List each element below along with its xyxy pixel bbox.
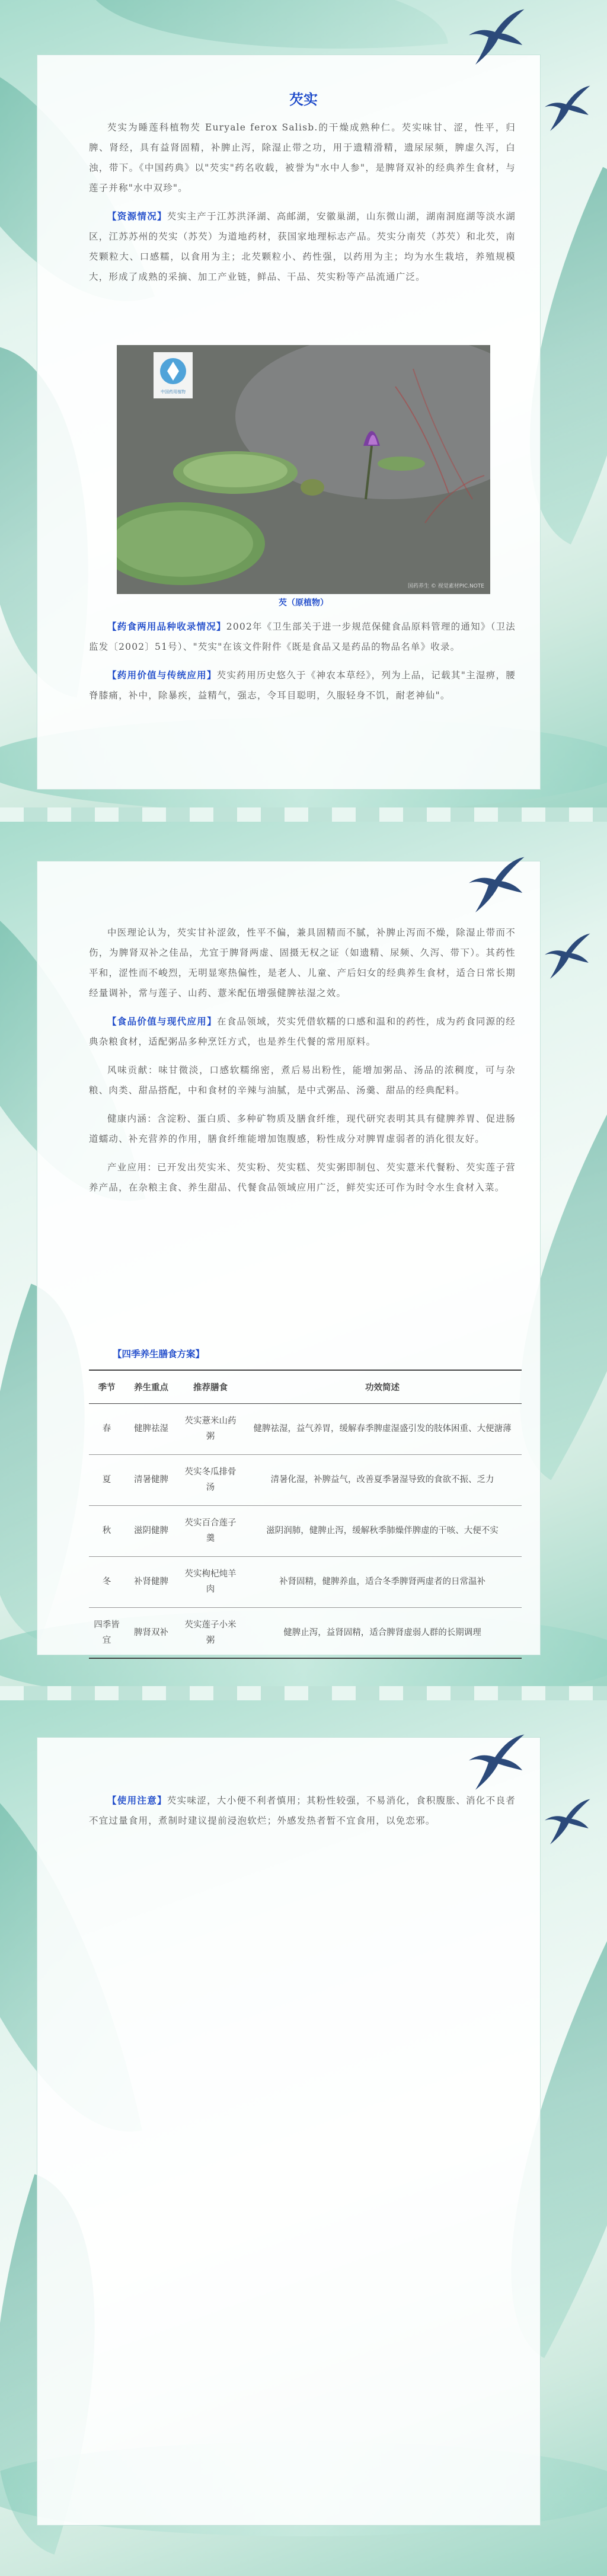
history-paragraph [89,665,516,706]
table-cell: 脾肾双补 [124,1607,178,1658]
caution-text: 芡实味涩，大小便不利者慎用；其粉性较强，不易消化，食积腹胀、消化不良者不宜过量食用，煮制时建议提前浸泡软烂；外感发热者暂不宜食用，以免恋邪。 [89,1795,516,1826]
section-divider [0,1686,607,1700]
modern-paragraph [89,1011,516,1052]
table-cell: 清暑化湿，补脾益气，改善夏季暑湿导致的食欲不振、乏力 [243,1454,522,1505]
seasonal-diet-table [89,1370,522,1659]
table-cell: 芡实冬瓜排骨汤 [178,1454,243,1505]
table-cell: 健脾祛湿，益气养胃，缓解春季脾虚湿盛引发的肢体困重、大便溏薄 [243,1403,522,1454]
resource-text: 芡实主产于江苏洪泽湖、高邮湖，安徽巢湖，山东微山湖，湖南洞庭湖等淡水湖区，江苏苏州的芡实（苏芡）为道地药材，获国家地理标志产品。芡实分南芡（苏芡）和北芡，南芡颗粒大、口感糯，以食用为主；北芡颗粒小、药性强，以药用为主；均为水生栽培，养殖规模大，形成了成熟的采摘、加工产业链，鲜品、干品、芡实粉等产品流通广泛。 [89,211,516,282]
page-title: 芡实 [289,91,318,108]
table-cell: 滋阴润肺，健脾止泻，缓解秋季肺燥伴脾虚的干咳、大便不实 [243,1505,522,1556]
photo-caption: 芡（原植物） [279,598,328,608]
table-cell: 冬 [89,1556,124,1607]
table-cell: 健脾祛湿 [124,1403,178,1454]
table-cell: 健脾止泻，益肾固精，适合脾肾虚弱人群的长期调理 [243,1607,522,1658]
catalog-text: 2002年《卫生部关于进一步规范保健食品原料管理的通知》（卫法监发〔2002〕51号）、"芡实"在该文件附件《既是食品又是药品的物品名单》收录。 [89,621,516,652]
table-cell: 芡实枸杞炖羊肉 [178,1556,243,1607]
intro-block [89,117,516,295]
table-header: 推荐膳食 [178,1370,243,1403]
flavor-paragraph: 风味贡献：味甘微淡，口感软糯绵密，煮后易出粉性，能增加粥品、汤品的浓稠度，可与杂粮、肉类、甜品搭配，中和食材的辛辣与油腻，是中式粥品、汤羹、甜品的经典配料。 [89,1065,516,1096]
caution-paragraph [89,1790,516,1831]
caution-block [89,1790,516,1839]
photo-watermark: 国药养生 © 视觉素材PIC.NOTE [408,583,484,589]
caution-label: 【使用注意】 [107,1795,167,1806]
tcm-block [89,922,516,1206]
section-divider [0,807,607,822]
intro-paragraph: 芡实为睡莲科植物芡 Euryale ferox Salisb.的干燥成熟种仁。芡实味甘、涩，性平，归脾、肾经，具有益肾固精，补脾止泻，除湿止带之功，用于遗精滑精，遗尿尿频，脾虚久泻，白浊，带下。《中国药典》以"芡实"药名收载，被誉为"水中人参"，是脾肾双补的经典养生食材，与莲子并称"水中双珍"。 [89,122,516,193]
swallow-bird-icon [462,6,528,71]
swallow-bird-icon [462,1731,528,1796]
plant-illustration [117,345,490,594]
table-row [89,1556,522,1607]
table-cell: 夏 [89,1454,124,1505]
catalog-paragraph [89,617,516,657]
table-cell: 芡实百合莲子羹 [178,1505,243,1556]
table-cell: 秋 [89,1505,124,1556]
table-header: 养生重点 [124,1370,178,1403]
photo-logo-text: 中国药用植物 [161,390,186,394]
table-cell: 补肾固精，健脾养血，适合冬季脾肾两虚者的日常温补 [243,1556,522,1607]
modern-text: 在食品领域，芡实凭借软糯的口感和温和的药性，成为药食同源的经典杂粮食材，适配粥品多种烹饪方式，也是养生代餐的常用原料。 [89,1016,516,1047]
table-row [89,1454,522,1505]
table-row [89,1403,522,1454]
history-label: 【药用价值与传统应用】 [107,669,217,681]
table-cell: 补肾健脾 [124,1556,178,1607]
table-cell: 滋阴健脾 [124,1505,178,1556]
table-cell: 春 [89,1403,124,1454]
table-cell: 清暑健脾 [124,1454,178,1505]
catalog-history-block [89,617,516,714]
table-cell: 芡实莲子小米粥 [178,1607,243,1658]
catalog-label: 【药食两用品种收录情况】 [107,621,226,632]
table-header-row [89,1370,522,1403]
health-paragraph: 健康内涵：含淀粉、蛋白质、多种矿物质及膳食纤维，现代研究表明其具有健脾养胃、促进肠道蠕动、补充营养的作用，膳食纤维能增加饱腹感，粉性成分对脾胃虚弱者的消化很友好。 [89,1113,516,1144]
resource-label: 【资源情况】 [107,210,167,222]
history-text: 芡实药用历史悠久于《神农本草经》，列为上品，记载其"主湿痹，腰脊膝痛，补中，除暴疾，益精气，强志，令耳目聪明，久服轻身不饥，耐老神仙"。 [89,670,516,701]
swallow-bird-icon [462,854,528,919]
table-header: 功效简述 [243,1370,522,1403]
swallow-bird-icon [539,1796,593,1850]
modern-label: 【食品价值与现代应用】 [107,1016,217,1027]
swallow-bird-icon [539,931,593,984]
table-header: 季节 [89,1370,124,1403]
industry-paragraph: 产业应用：已开发出芡实米、芡实粉、芡实糕、芡实粥即制包、芡实薏米代餐粉、芡实莲子营养产品，在杂粮主食、养生甜品、代餐食品领域应用广泛，鲜芡实还可作为时令水生食材入菜。 [89,1162,516,1193]
table-title: 【四季养生膳食方案】 [113,1348,205,1359]
tcm-paragraph: 中医理论认为，芡实甘补涩敛，性平不偏，兼具固精而不腻，补脾止泻而不燥，除湿止带而不伤，为脾肾双补之佳品，尤宜于脾肾两虚、固摄无权之证（如遗精、尿频、久泻、带下）。其药性平和，涩性而不峻烈，无明显寒热偏性，是老人、儿童、产后妇女的经典养生食材，适合日常长期经量调补，常与莲子、山药、薏米配伍增强健脾祛湿之效。 [89,927,516,998]
resource-paragraph [89,206,516,287]
table-row [89,1607,522,1658]
content-panel-3 [37,1737,541,2526]
table-cell: 四季皆宜 [89,1607,124,1658]
plant-photo [117,345,490,594]
table-row [89,1505,522,1556]
table-cell: 芡实薏米山药粥 [178,1403,243,1454]
